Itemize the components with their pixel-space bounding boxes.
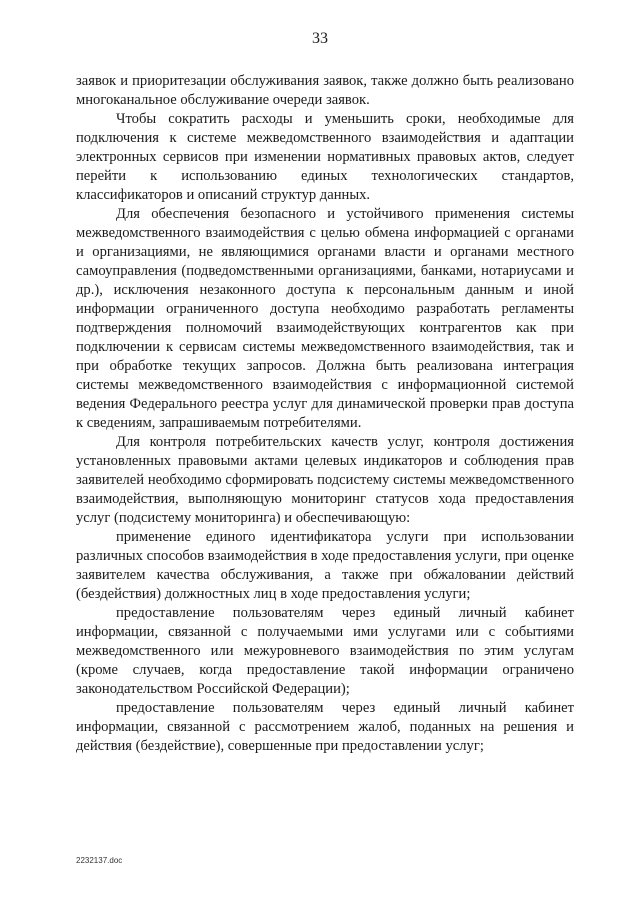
paragraph: Для контроля потребительских качеств услуг, контроля достижения установленных правовыми актами целевых индикаторов и соблюдения прав заявителей необходимо сформировать подсистему системы межведомственного взаимодействия, выполняющую мониторинг статусов хода предоставления услуг (подсистему мониторинга) и обеспечивающую: (76, 434, 574, 526)
paragraph: Чтобы сократить расходы и уменьшить сроки, необходимые для подключения к системе межведомственного взаимодействия и адаптации электронных сервисов при изменении нормативных правовых актов, следует перейти к использованию единых технологических стандартов, классификаторов и описаний структур данных. (76, 111, 574, 203)
page-number: 33 (312, 30, 328, 47)
list-paragraph: предоставление пользователям через единый личный кабинет информации, связанной с получаемыми ими услугами или с событиями межведомственного или межуровневого взаимодействия по этим услугам (кроме случаев, когда предоставление такой информации ограничено законодательством Российской Федерации); (76, 605, 574, 697)
paragraph: Для обеспечения безопасного и устойчивого применения системы межведомственного взаимодействия с целью обмена информацией с органами и организациями, не являющимися органами власти и органами местного самоуправления (подведомственными организациями, банками, нотариусами и др.), исключения незаконного доступа к персональным данным и иной информации ограниченного доступа необходимо разработать регламенты подтверждения полномочий взаимодействующих контрагентов как при подключении к сервисам системы межведомственного взаимодействия, так и при обработке текущих запросов. Должна быть реализована интеграция системы межведомственного взаимодействия с информационной системой ведения Федерального реестра услуг для динамической проверки прав доступа к сведениям, запрашиваемым потребителями. (76, 206, 574, 431)
list-paragraph: предоставление пользователям через единый личный кабинет информации, связанной с рассмотрением жалоб, поданных на решения и действия (бездействие), совершенные при предоставлении услуг; (76, 700, 574, 754)
list-paragraph: применение единого идентификатора услуги при использовании различных способов взаимодействия в ходе предоставления услуги, при оценке заявителем качества обслуживания, а также при обжаловании действий (бездействия) должностных лиц в ходе предоставления услуги; (76, 529, 574, 602)
document-body (76, 72, 574, 756)
footer-filename: 2232137.doc (76, 856, 123, 865)
paragraph-continuation: заявок и приоритезации обслуживания заявок, также должно быть реализовано многоканальное обслуживание очереди заявок. (76, 73, 574, 108)
